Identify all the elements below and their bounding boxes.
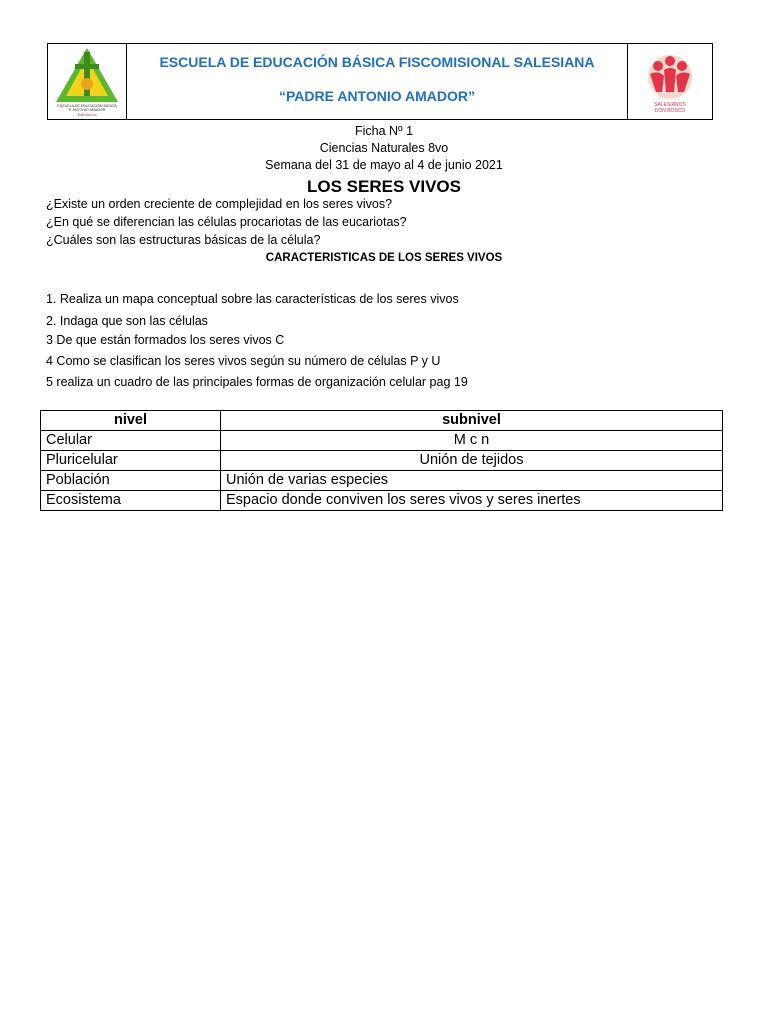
column-header-subnivel: subnivel (221, 411, 723, 431)
table-row (41, 451, 723, 471)
table-header-row (41, 411, 723, 431)
table-row (41, 471, 723, 491)
school-name-line2: “PADRE ANTONIO AMADOR” (279, 88, 475, 104)
school-crest-icon (48, 44, 126, 119)
school-name (127, 44, 627, 119)
week-line: Semana del 31 de mayo al 4 de junio 2021 (265, 158, 503, 172)
task-3: 3 De que están formados los seres vivos C (46, 333, 285, 347)
school-header (47, 43, 713, 120)
table-cell: Unión de varias especies (221, 471, 723, 491)
school-logo-right (627, 44, 712, 119)
table-cell: Ecosistema (41, 491, 221, 511)
task-1: 1. Realiza un mapa conceptual sobre las características de los seres vivos (46, 292, 459, 306)
school-logo-left (48, 44, 127, 119)
task-2: 2. Indaga que son las células (46, 314, 208, 328)
table-cell: Pluricelular (41, 451, 221, 471)
question-3: ¿Cuáles son las estructuras básicas de la célula? (46, 233, 321, 247)
school-name-line1: ESCUELA DE EDUCACIÓN BÁSICA FISCOMISIONAL SALESIANA (159, 54, 595, 70)
column-header-nivel: nivel (41, 411, 221, 431)
salesianos-logo-icon (628, 44, 712, 119)
organization-levels-table (40, 410, 723, 511)
section-heading: CARACTERISTICAS DE LOS SERES VIVOS (265, 252, 503, 264)
table-row (41, 431, 723, 451)
question-1: ¿Existe un orden creciente de complejidad en los seres vivos? (46, 197, 393, 211)
table-cell: Celular (41, 431, 221, 451)
ficha-number: Ficha Nº 1 (354, 124, 414, 138)
right-logo-caption1: SALESIANOS (654, 102, 686, 108)
left-logo-caption1: ESCUELA DE EDUCACIÓN BÁSICA (57, 104, 117, 108)
task-4: 4 Como se clasifican los seres vivos según su número de células P y U (46, 354, 441, 368)
table-cell: Espacio donde conviven los seres vivos y seres inertes (221, 491, 723, 511)
left-logo-caption2: P. ANTONIO AMADOR (68, 108, 106, 112)
table-cell: Población (41, 471, 221, 491)
page-title: LOS SERES VIVOS (307, 177, 461, 196)
question-2: ¿En qué se diferencian las células procariotas de las eucariotas? (46, 215, 407, 229)
left-logo-script: Salesianos (77, 112, 97, 117)
table-row (41, 491, 723, 511)
task-5: 5 realiza un cuadro de las principales formas de organización celular pag 19 (46, 375, 468, 389)
subject-line: Ciencias Naturales 8vo (319, 141, 449, 155)
table-cell: M c n (221, 431, 723, 451)
right-logo-caption2: DON BOSCO (654, 108, 686, 114)
table-cell: Unión de tejidos (221, 451, 723, 471)
